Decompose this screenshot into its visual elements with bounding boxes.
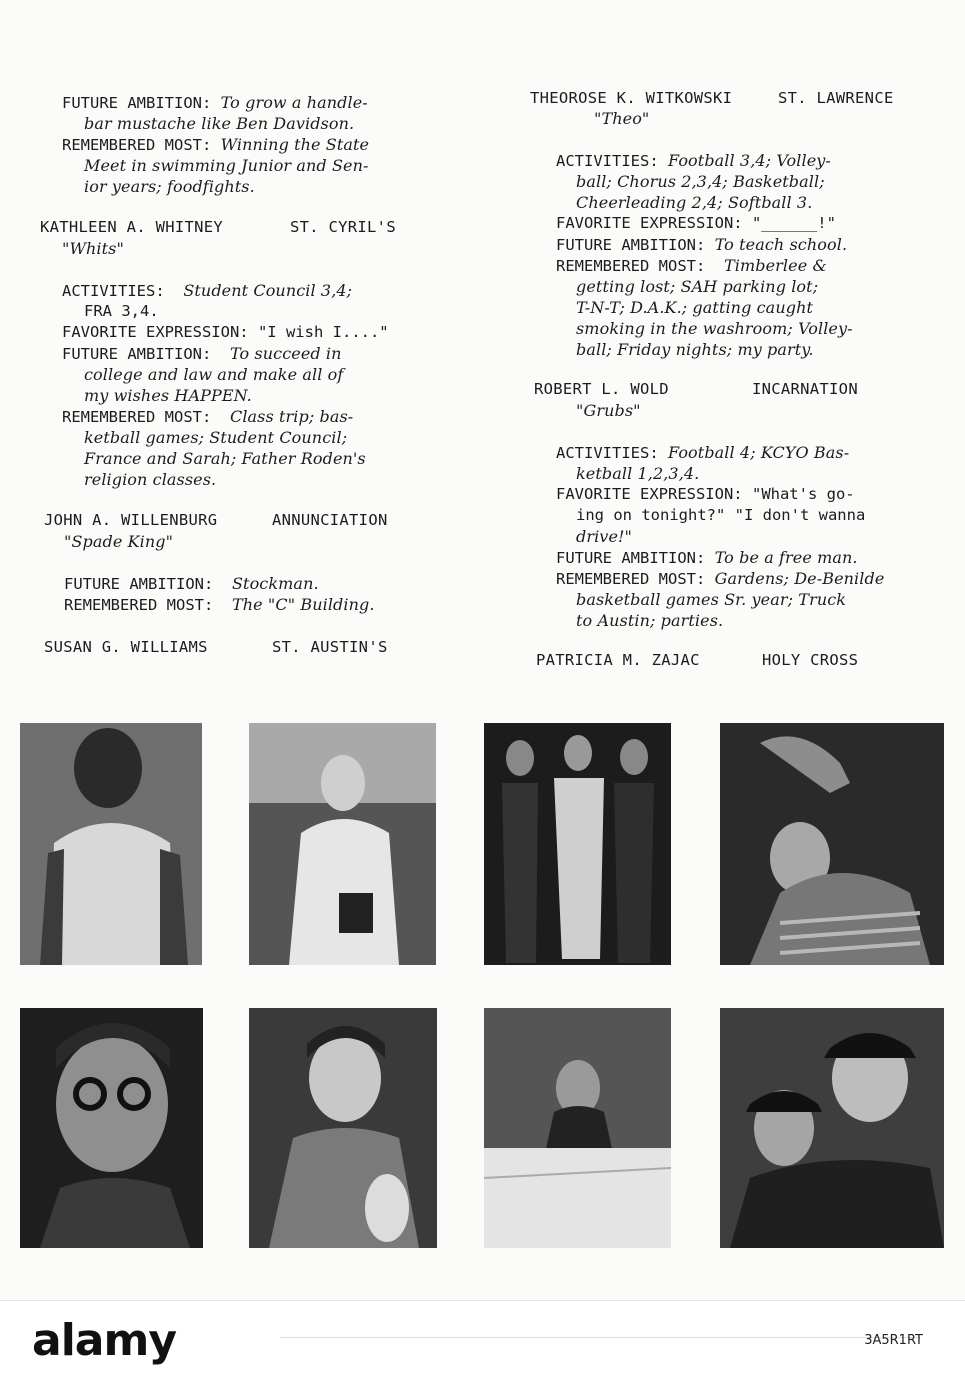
willenburg-name: JOHN A. WILLENBURG [44, 511, 218, 529]
photo-figure [20, 1008, 203, 1248]
witkowski-expression: FAVORITE EXPRESSION: "______!" [556, 214, 836, 232]
photo-figure [249, 1008, 437, 1248]
photo-figure [484, 723, 671, 965]
whitney-school: ST. CYRIL'S [290, 218, 396, 236]
student-photo [720, 723, 944, 965]
witkowski-activities-cont: ball; Chorus 2,3,4; Basketball; [576, 172, 825, 191]
williams-school: ST. AUSTIN'S [272, 638, 388, 656]
student-photo [484, 723, 671, 965]
footer-divider [280, 1337, 920, 1338]
whitney-remembered: REMEMBERED MOST: Class trip; bas- [62, 407, 354, 426]
whitney-nickname: "Whits" [62, 239, 124, 258]
williams-name: SUSAN G. WILLIAMS [44, 638, 208, 656]
photo-figure [20, 723, 202, 965]
p1-ambition: FUTURE AMBITION: To grow a handle- [62, 93, 368, 112]
wold-school: INCARNATION [752, 380, 858, 398]
photo-figure [249, 723, 436, 965]
p1-ambition-cont: bar mustache like Ben Davidson. [84, 114, 355, 133]
whitney-activities: ACTIVITIES: Student Council 3,4; [62, 281, 353, 300]
zajac-name: PATRICIA M. ZAJAC [536, 651, 700, 669]
stock-logo: alamy [32, 1315, 176, 1366]
p1-remembered-cont: ior years; foodfights. [84, 177, 255, 196]
zajac-school: HOLY CROSS [762, 651, 859, 669]
witkowski-nickname: "Theo" [594, 109, 650, 128]
witkowski-name: THEOROSE K. WITKOWSKI [530, 89, 733, 107]
wold-remembered-cont: to Austin; parties. [576, 611, 724, 630]
witkowski-remembered-cont: ball; Friday nights; my party. [576, 340, 814, 359]
wold-expression-cont: ing on tonight?" "I don't wanna [576, 506, 866, 524]
whitney-ambition-cont: college and law and make all of [84, 365, 344, 384]
p1-remembered-cont: Meet in swimming Junior and Sen- [84, 156, 369, 175]
whitney-name: KATHLEEN A. WHITNEY [40, 218, 224, 236]
whitney-ambition-cont: my wishes HAPPEN. [84, 386, 252, 405]
wold-activities-cont: ketball 1,2,3,4. [576, 464, 700, 483]
image-id: 3A5R1RT [864, 1333, 923, 1348]
whitney-remembered-cont: France and Sarah; Father Roden's [84, 449, 366, 468]
whitney-remembered-cont: ketball games; Student Council; [84, 428, 348, 447]
willenburg-ambition: FUTURE AMBITION: Stockman. [64, 574, 319, 593]
student-photo [249, 1008, 437, 1248]
whitney-ambition: FUTURE AMBITION: To succeed in [62, 344, 342, 363]
witkowski-activities: ACTIVITIES: Football 3,4; Volley- [556, 151, 831, 170]
whitney-activities-cont: FRA 3,4. [84, 302, 159, 320]
student-photo [720, 1008, 944, 1248]
witkowski-ambition: FUTURE AMBITION: To teach school. [556, 235, 848, 254]
witkowski-school: ST. LAWRENCE [778, 89, 894, 107]
wold-remembered-cont: basketball games Sr. year; Truck [576, 590, 847, 609]
whitney-remembered-cont: religion classes. [84, 470, 217, 489]
whitney-expression: FAVORITE EXPRESSION: "I wish I...." [62, 323, 389, 341]
wold-remembered: REMEMBERED MOST: Gardens; De-Benilde [556, 569, 885, 588]
wold-expression: FAVORITE EXPRESSION: "What's go- [556, 485, 855, 503]
wold-expression-cont: drive!" [576, 527, 633, 546]
p1-remembered: REMEMBERED MOST: Winning the State [62, 135, 370, 154]
witkowski-remembered: REMEMBERED MOST: Timberlee & [556, 256, 827, 275]
wold-nickname: "Grubs" [576, 401, 641, 420]
stock-footer [0, 1300, 965, 1391]
wold-name: ROBERT L. WOLD [534, 380, 669, 398]
witkowski-remembered-cont: getting lost; SAH parking lot; [576, 277, 819, 296]
student-photo [484, 1008, 671, 1248]
student-photo [249, 723, 436, 965]
willenburg-remembered: REMEMBERED MOST: The "C" Building. [64, 595, 375, 614]
witkowski-activities-cont: Cheerleading 2,4; Softball 3. [576, 193, 813, 212]
photo-figure [720, 723, 944, 965]
witkowski-remembered-cont: smoking in the washroom; Volley- [576, 319, 853, 338]
photo-figure [720, 1008, 944, 1248]
witkowski-remembered-cont: T-N-T; D.A.K.; gatting caught [576, 298, 814, 317]
photo-figure [484, 1008, 671, 1248]
wold-ambition: FUTURE AMBITION: To be a free man. [556, 548, 858, 567]
willenburg-school: ANNUNCIATION [272, 511, 388, 529]
student-photo [20, 1008, 203, 1248]
student-photo [20, 723, 202, 965]
willenburg-nickname: "Spade King" [64, 532, 174, 551]
wold-activities: ACTIVITIES: Football 4; KCYO Bas- [556, 443, 850, 462]
